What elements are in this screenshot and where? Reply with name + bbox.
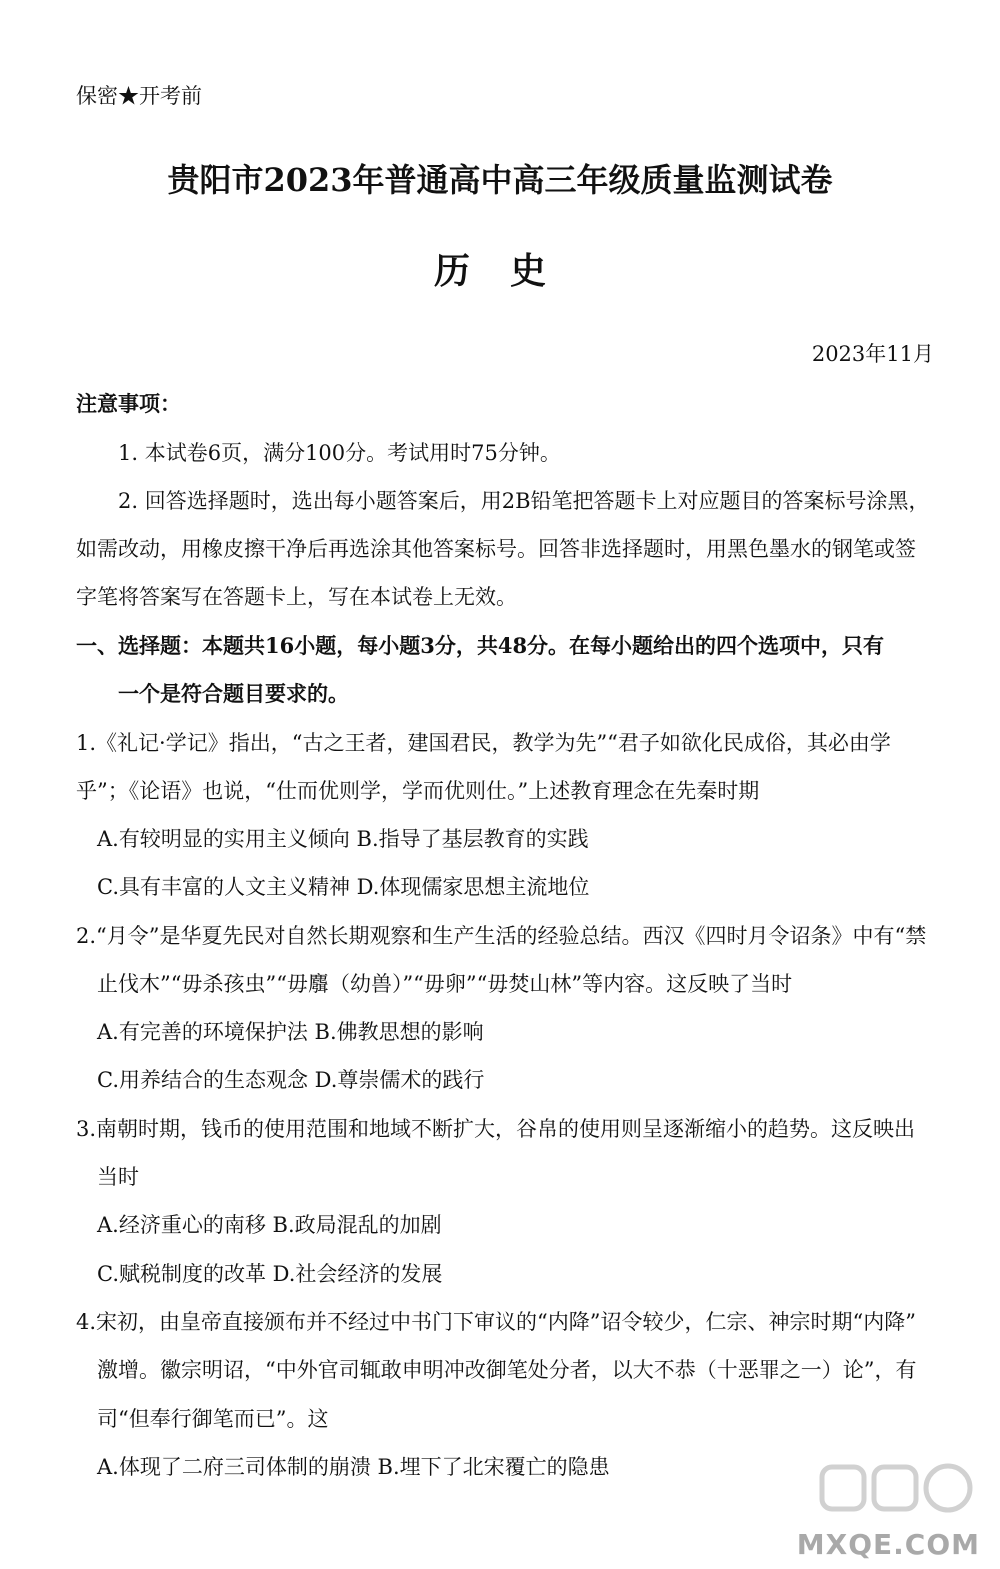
- question-3-line-1: 3.南朝时期，钱币的使用范围和地域不断扩大，谷帛的使用则呈逐渐缩小的趋势。这反映出: [76, 1117, 916, 1141]
- confidential-label: 保密★开考前: [76, 84, 202, 108]
- question-3-options-ab: A.经济重心的南移 B.政局混乱的加剧: [97, 1213, 442, 1237]
- question-1-options-ab: A.有较明显的实用主义倾向 B.指导了基层教育的实践: [97, 827, 589, 851]
- question-4-line-2: 激增。徽宗明诏，“中外官司辄敢申明冲改御笔处分者，以大不恭（十恶罪之一）论”，有: [97, 1358, 917, 1382]
- question-1-line-1: 1.《礼记·学记》指出，“古之王者，建国君民，教学为先”“君子如欲化民成俗，其必由学: [76, 731, 891, 755]
- subject-title: 历史: [433, 250, 586, 292]
- question-2-options-ab: A.有完善的环境保护法 B.佛教思想的影响: [97, 1020, 484, 1044]
- notice-item-2-line-1: 2. 回答选择题时，选出每小题答案后，用2B铅笔把答题卡上对应题目的答案标号涂黑，: [118, 489, 930, 513]
- question-4-line-3: 司“但奉行御笔而已”。这: [97, 1407, 329, 1431]
- section-heading-line-2: 一个是符合题目要求的。: [118, 681, 349, 706]
- exam-title: 贵阳市2023年普通高中高三年级质量监测试卷: [167, 161, 833, 199]
- exam-date: 2023年11月: [811, 342, 934, 366]
- notice-item-1: 1. 本试卷6页，满分100分。考试用时75分钟。: [118, 441, 561, 465]
- notice-item-2-line-3: 字笔将答案写在答题卡上，写在本试卷上无效。: [76, 585, 517, 609]
- question-2-line-2: 止伐木”“毋杀孩虫”“毋麛（幼兽）”“毋卵”“毋焚山林”等内容。这反映了当时: [97, 972, 793, 996]
- question-2-options-cd: C.用养结合的生态观念 D.尊崇儒术的践行: [97, 1068, 485, 1092]
- question-4-options-ab: A.体现了二府三司体制的崩溃 B.埋下了北宋覆亡的隐患: [97, 1455, 610, 1479]
- question-1-line-2: 乎”；《论语》也说，“仕而优则学，学而优则仕。”上述教育理念在先秦时期: [76, 779, 760, 803]
- question-4-line-1: 4.宋初，由皇帝直接颁布并不经过中书门下审议的“内降”诏令较少，仁宗、神宗时期“内降”: [76, 1310, 916, 1334]
- section-heading-line-1: 一、选择题：本题共16小题，每小题3分，共48分。在每小题给出的四个选项中，只有: [76, 633, 885, 658]
- notice-heading: 注意事项：: [76, 391, 181, 416]
- notice-item-2-line-2: 如需改动，用橡皮擦干净后再选涂其他答案标号。回答非选择题时，用黑色墨水的钢笔或签: [76, 537, 916, 561]
- watermark-text: MXQE.COM: [796, 1528, 980, 1561]
- question-2-line-1: 2.“月令”是华夏先民对自然长期观察和生产生活的经验总结。西汉《四时月令诏条》中有“禁: [76, 924, 927, 948]
- question-3-line-2: 当时: [97, 1165, 139, 1189]
- question-3-options-cd: C.赋税制度的改革 D.社会经济的发展: [97, 1262, 443, 1286]
- question-1-options-cd: C.具有丰富的人文主义精神 D.体现儒家思想主流地位: [97, 875, 590, 899]
